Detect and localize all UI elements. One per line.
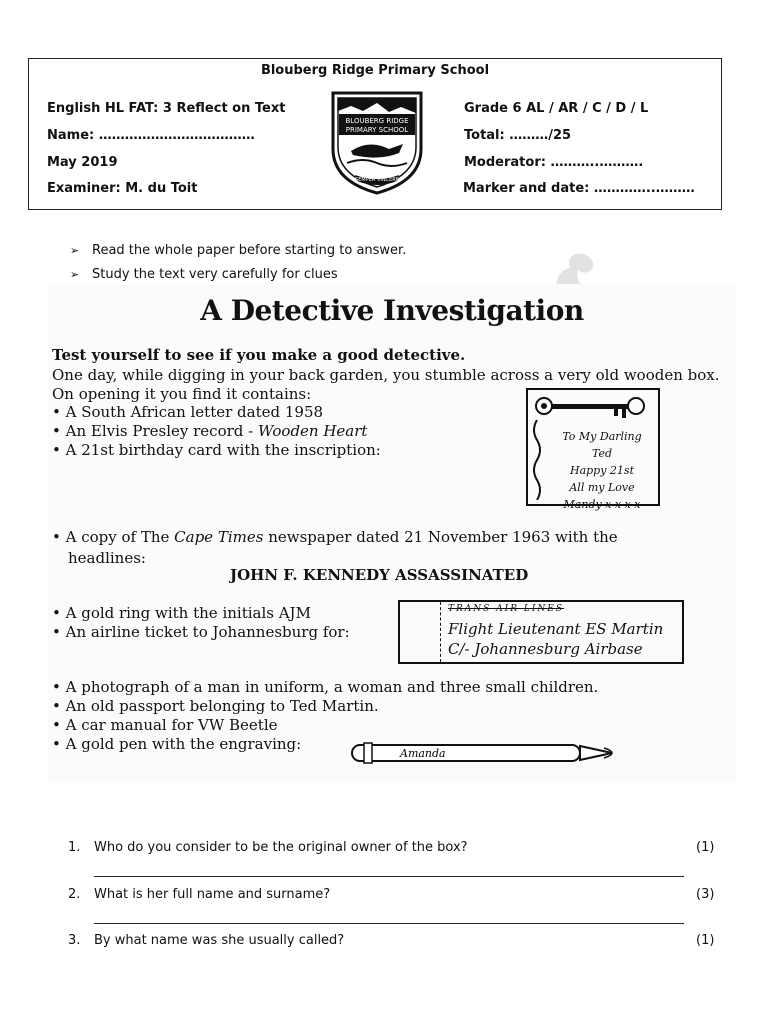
item-ring: • A gold ring with the initials AJM [52, 604, 311, 622]
svg-text:Amanda: Amanda [400, 747, 446, 760]
item-newspaper: • A copy of The Cape Times newspaper dated 21 November 1963 with the [52, 528, 618, 546]
svg-text:PRIMARY SCHOOL: PRIMARY SCHOOL [345, 126, 409, 134]
date-line: May 2019 [47, 155, 118, 170]
item-photo: • A photograph of a man in uniform, a woman and three small children. [52, 678, 599, 696]
svg-text:SEMPER VINCERE: SEMPER VINCERE [355, 177, 399, 183]
question-3: 3. By what name was she usually called? [68, 933, 345, 948]
passage-line: One day, while digging in your back garden, you stumble across a very old wooden box. [52, 366, 720, 384]
item-record: • An Elvis Presley record - Wooden Heart [52, 422, 368, 440]
vine-border-icon [530, 420, 544, 500]
instruction-item [70, 238, 406, 262]
ticket-stub [400, 602, 441, 662]
item-letter: • A South African letter dated 1958 [52, 403, 324, 421]
card-line: Happy 21st [569, 464, 634, 477]
birthday-card [526, 388, 660, 511]
item-newspaper-cont: headlines: [68, 549, 146, 567]
arrow-bullet-icon: ➢ [70, 243, 80, 257]
arrow-bullet-icon: ➢ [70, 267, 80, 281]
question-text: Who do you consider to be the original owner of the box? [94, 840, 468, 855]
total-field: Total: ………/25 [464, 128, 572, 143]
answer-line[interactable] [94, 876, 684, 877]
card-line: To My Darling Ted [562, 430, 642, 460]
question-1-marks: (1) [696, 840, 715, 855]
card-line: All my Love [569, 481, 635, 494]
instructions-list [70, 238, 406, 286]
item-card: • A 21st birthday card with the inscription: [52, 441, 381, 459]
item-passport: • An old passport belonging to Ted Martin. [52, 697, 379, 715]
instruction-text: Read the whole paper before starting to answer. [92, 242, 407, 258]
ticket-header: TRANS AIR LINES [448, 604, 565, 614]
grade-line: Grade 6 AL / AR / C / D / L [464, 101, 649, 116]
question-2-marks: (3) [696, 887, 715, 902]
instruction-item [70, 262, 406, 286]
card-inscription [552, 428, 652, 513]
passage-title: A Detective Investigation [200, 294, 584, 327]
question-1: 1. Who do you consider to be the original owner of the box? [68, 840, 468, 855]
answer-line[interactable] [94, 923, 684, 924]
record-title: Wooden Heart [257, 422, 368, 440]
newspaper-name: Cape Times [174, 528, 264, 546]
school-name: Blouberg Ridge Primary School [260, 63, 490, 78]
ticket-line: Flight Lieutenant ES Martin [448, 620, 664, 638]
item-pen: • A gold pen with the engraving: [52, 735, 302, 753]
instruction-text: Study the text very carefully for clues [92, 266, 338, 282]
header-box [28, 58, 722, 210]
card-line: Mandy x x x x [563, 498, 641, 511]
airline-ticket [398, 600, 684, 664]
question-2: 2. What is her full name and surname? [68, 887, 331, 902]
pen-icon [348, 738, 622, 768]
moderator-field: Moderator: ………..………. [464, 155, 644, 170]
key-icon [532, 394, 654, 420]
item-ticket: • An airline ticket to Johannesburg for: [52, 623, 350, 641]
subject-line: English HL FAT: 3 Reflect on Text [47, 101, 286, 116]
item-manual: • A car manual for VW Beetle [52, 716, 278, 734]
ticket-line: C/- Johannesburg Airbase [448, 640, 643, 658]
question-text: What is her full name and surname? [94, 887, 331, 902]
svg-text:BLOUBERG RIDGE: BLOUBERG RIDGE [345, 117, 409, 125]
question-text: By what name was she usually called? [94, 933, 345, 948]
question-3-marks: (1) [696, 933, 715, 948]
name-field: Name: ……………………………… [47, 128, 255, 143]
newspaper-headline: JOHN F. KENNEDY ASSASSINATED [230, 566, 529, 584]
passage-scan [48, 284, 736, 782]
school-crest-logo [329, 89, 425, 197]
passage-lead: Test yourself to see if you make a good detective. [52, 346, 466, 364]
marker-field: Marker and date: …………..……… [463, 181, 695, 196]
passage-line: On opening it you find it contains: [52, 385, 312, 403]
examiner-line: Examiner: M. du Toit [47, 181, 198, 196]
